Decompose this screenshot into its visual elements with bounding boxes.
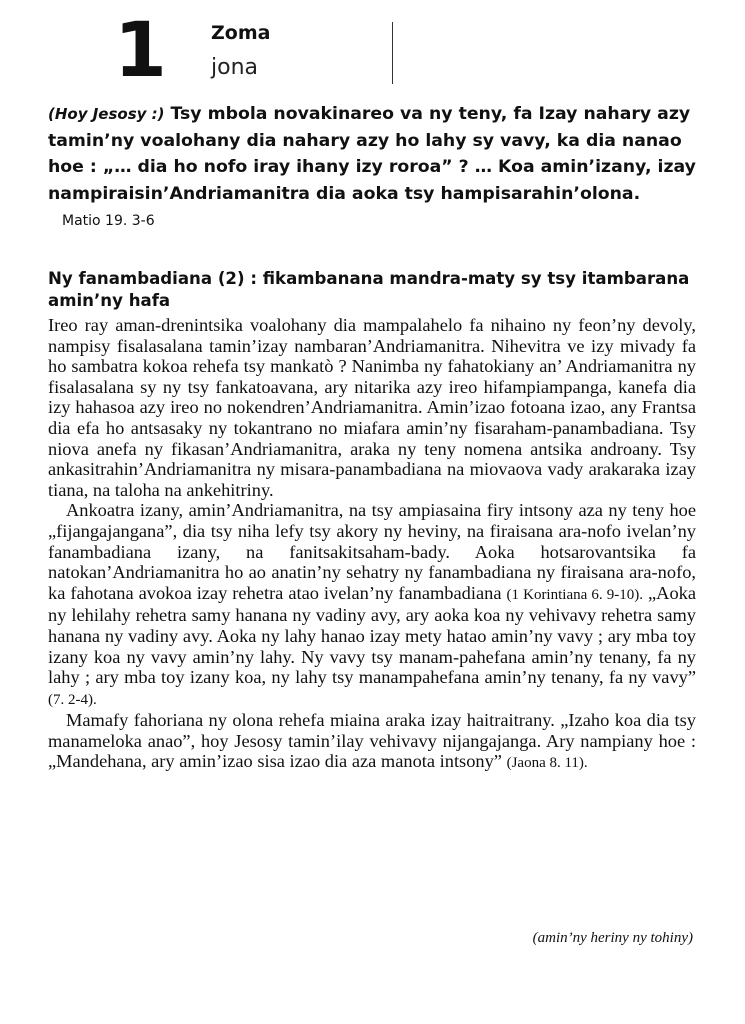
scripture-reference: (1 Korintiana 6. 9-10). xyxy=(506,586,644,603)
article-title: Ny fanambadiana (2) : fikambanana mandra-maty sy tsy itambarana amin’ny hafa xyxy=(48,269,690,310)
daily-verse xyxy=(48,101,698,235)
verse-reference: Matio 19. 3-6 xyxy=(62,213,155,229)
verse-speaker: (Hoy Jesosy :) xyxy=(48,105,165,123)
continuation-note: (amin’ny heriny ny tohiny) xyxy=(532,930,693,946)
header-divider xyxy=(392,22,393,84)
day-name: Zoma xyxy=(211,22,271,44)
scripture-reference: (7. 2-4). xyxy=(48,691,97,708)
scripture-reference: (Jaona 8. 11). xyxy=(506,755,588,772)
paragraph-text: Ireo ray aman-drenintsika voalohany dia mampalahelo fa nihaino ny feon’ny devoly, nampisy fisalasalana tamin’izay nambaran’Andriamanitra. Nihevitra ve izy mivady fa ho sambatra kokoa rehefa tsy mankatò ? Nanimba ny fahatokiany an’ Andriamanitra ny fisalasalana sy ny tsy fankatoavana, ary nitarika azy ireo hifampiampanga, kanefa dia izy hahasoa azy ireo no nokendren’Andriamanitra. Amin’izao fotoana izao, any Frantsa dia efa ho antsasaky ny tokantrano no miafara amin’ny fisaraham-panambadiana. Tsy niova anefa ny fikasan’Andriamanitra, araka ny teny nomena antsika androany. Tsy ankasitrahin’Andriamanitra ny misara-panambadiana na miovaova vady arakaraka izay tiana, na taloha na ankehitriny. xyxy=(48,315,696,500)
month-name: jona xyxy=(211,55,258,80)
article-paragraph xyxy=(48,710,696,774)
day-number: 1 xyxy=(114,5,165,94)
article-paragraph xyxy=(48,315,696,500)
paragraph-text: Mamafy fahoriana ny olona rehefa miaina araka izay haitraitrany. „Izaho koa dia tsy manameloka anao”, hoy Jesosy tamin’ilay vehivavy nijangajanga. Ary nampiany hoe : „Mandehana, ary amin’izao sisa izao dia aza manota intsony” xyxy=(48,710,696,772)
paragraph-text: „Aoka ny lehilahy rehetra samy hanana ny vadiny avy, ary aoka koa ny vehivavy rehetra samy hanana ny vadiny avy. Aoka ny lahy hanao izay mety hatao amin’ny vavy ; ary mba toy izany koa ny vavy amin’ny lahy. Ny vavy tsy manam-pahefana amin’ny tenany, fa ny lahy ; ary mba toy izany koa, ny lahy tsy manampahefana amin’ny tenany, fa ny vavy” xyxy=(48,582,696,688)
article-paragraph xyxy=(48,500,696,710)
paragraph-text: Ankoatra izany, amin’Andriamanitra, na tsy ampiasaina firy intsony aza ny teny hoe „fijangajangana”, dia tsy niha lefy tsy akory ny heviny, na firaisana ara-nofo ivelan’ny fanambadiana izany, na fanitsakitsaham-bady. Aoka hotsarovantsika fa natokan’Andriamanitra ho ao anatin’ny sehatry ny fanambadiana ny firaisana ara-nofo, ka fahotana avokoa izay rehetra atao ivelan’ny fanambadiana xyxy=(48,500,696,603)
article-body xyxy=(48,315,696,774)
verse-text: Tsy mbola novakinareo va ny teny, fa Izay nahary azy tamin’ny voalohany dia nahary azy ho lahy sy vavy, ka dia nanao hoe : „… dia ho nofo iray ihany izy roroa” ? … Koa amin’izany, izay nampiraisin’Andriamanitra dia aoka tsy hampisarahin’olona. xyxy=(48,104,696,204)
